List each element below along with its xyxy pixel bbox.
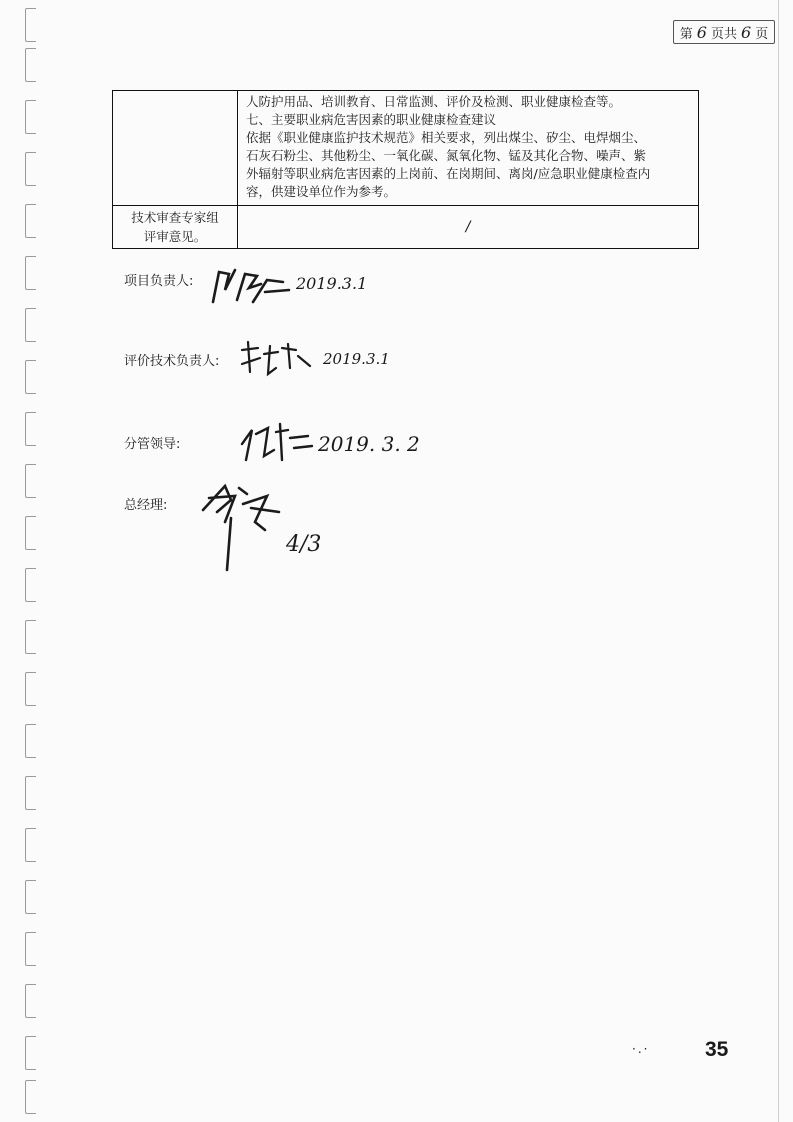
project-leader-date: 2019.3.1 xyxy=(296,274,368,293)
opinion-row xyxy=(113,206,699,249)
division-leader-signature xyxy=(238,420,318,468)
binding-edge xyxy=(0,0,44,1122)
stamp-current-page: 6 xyxy=(696,22,707,42)
content-line: 七、主要职业病危害因素的职业健康检查建议 xyxy=(246,112,497,127)
page-edge-line xyxy=(778,0,779,1122)
content-line: 外辐射等职业病危害因素的上岗前、在岗期间、离岗/应急职业健康检查内 xyxy=(246,166,651,181)
opinion-label-line: 评审意见。 xyxy=(143,229,207,244)
page-count-stamp xyxy=(673,20,775,44)
stamp-suffix: 页 xyxy=(755,26,769,42)
general-manager-date: 4/3 xyxy=(286,532,322,557)
division-leader-label: 分管领导: xyxy=(124,437,181,452)
content-line: 人防护用品、培训教育、日常监测、评价及检测、职业健康检查等。 xyxy=(246,94,622,109)
stamp-prefix: 第 xyxy=(679,26,693,42)
project-leader-label: 项目负责人: xyxy=(124,274,194,289)
general-manager-label: 总经理: xyxy=(124,498,168,513)
content-line: 容，供建设单位作为参考。 xyxy=(246,184,397,199)
tech-leader-label: 评价技术负责人: xyxy=(124,354,220,369)
page-number: 35 xyxy=(705,1038,729,1061)
scan-marks: ·.· xyxy=(632,1042,650,1056)
project-leader-signature xyxy=(205,262,295,312)
division-leader-date: 2019. 3. 2 xyxy=(318,432,420,456)
stamp-total-pages: 6 xyxy=(741,22,752,42)
content-line: 石灰石粉尘、其他粉尘、一氧化碳、氮氧化物、锰及其化合物、噪声、紫 xyxy=(246,148,647,163)
stamp-middle: 页共 xyxy=(710,26,737,42)
tech-leader-signature xyxy=(236,338,316,378)
opinion-label-line: 技术审查专家组 xyxy=(131,210,219,225)
content-line: 依据《职业健康监护技术规范》相关要求，列出煤尘、矽尘、电焊烟尘、 xyxy=(246,130,647,145)
general-manager-signature xyxy=(195,478,295,574)
opinion-value-cell: / xyxy=(238,206,699,249)
content-cell xyxy=(238,91,699,206)
review-table xyxy=(112,90,699,249)
empty-label-cell xyxy=(113,91,238,206)
tech-leader-date: 2019.3.1 xyxy=(323,350,390,368)
content-row xyxy=(113,91,699,206)
opinion-label-cell xyxy=(113,206,238,249)
